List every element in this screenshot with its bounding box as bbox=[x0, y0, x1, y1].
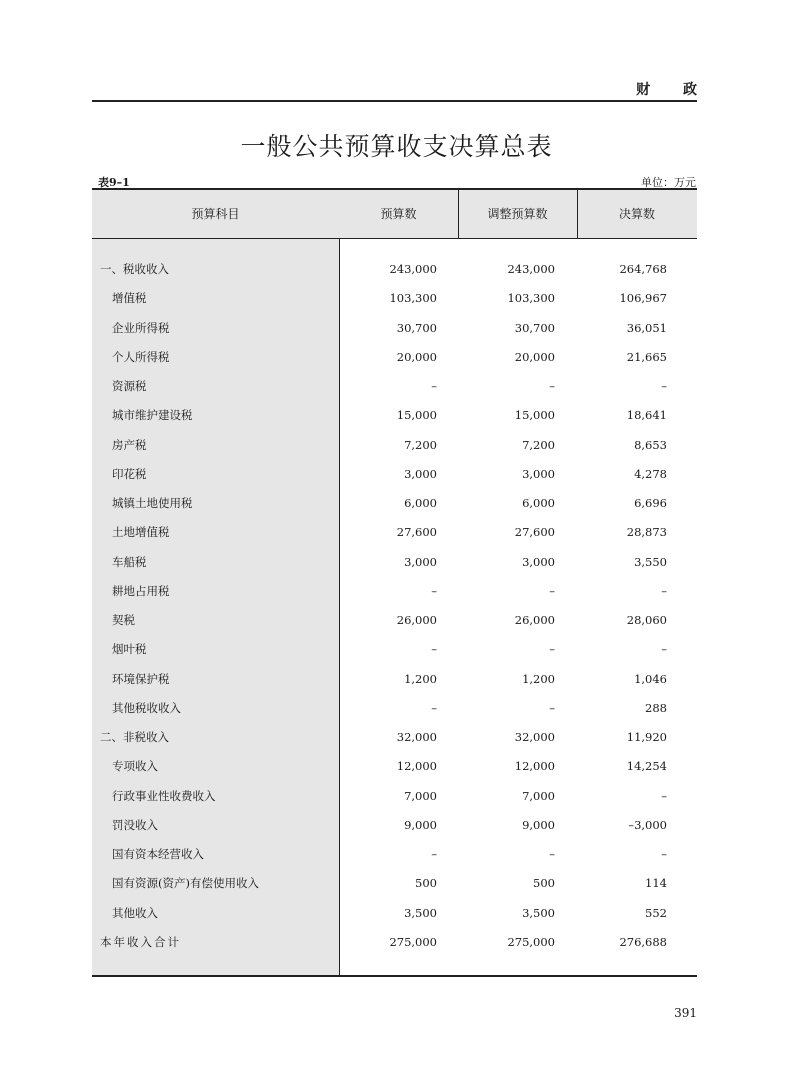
row-adjusted-value: – bbox=[549, 583, 555, 598]
row-budget-value: – bbox=[431, 642, 437, 657]
row-adjusted-value: 9,000 bbox=[522, 817, 555, 832]
row-budget-value: 3,500 bbox=[404, 905, 437, 920]
row-adjusted-value: 7,000 bbox=[522, 788, 555, 803]
header-divider bbox=[92, 238, 697, 239]
unit-label: 单位：万元 bbox=[641, 176, 696, 189]
row-subject: 耕地占用税 bbox=[112, 583, 170, 598]
table-row bbox=[92, 606, 697, 635]
row-final-value: 276,688 bbox=[619, 934, 667, 949]
table-row bbox=[92, 489, 697, 518]
table-row bbox=[92, 518, 697, 547]
row-subject: 城镇土地使用税 bbox=[112, 496, 193, 510]
row-budget-value: 12,000 bbox=[396, 759, 437, 774]
row-final-value: 6,696 bbox=[634, 496, 667, 510]
page-number: 391 bbox=[674, 1006, 697, 1020]
row-budget-value: 243,000 bbox=[389, 262, 437, 276]
table-row bbox=[92, 431, 697, 460]
table-row bbox=[92, 723, 697, 752]
row-budget-value: – bbox=[431, 700, 437, 715]
row-subject: 本年收入合计 bbox=[100, 934, 181, 949]
row-budget-value: 26,000 bbox=[396, 613, 437, 627]
table-row bbox=[92, 635, 697, 664]
row-adjusted-value: 500 bbox=[533, 876, 555, 891]
row-final-value: – bbox=[661, 847, 667, 861]
row-adjusted-value: 243,000 bbox=[507, 262, 555, 276]
row-final-value: 106,967 bbox=[619, 291, 667, 306]
row-adjusted-value: – bbox=[549, 379, 555, 393]
row-final-value: 1,046 bbox=[634, 671, 667, 686]
table-row bbox=[92, 840, 697, 869]
row-subject: 环境保护税 bbox=[112, 671, 170, 686]
row-subject: 个人所得税 bbox=[112, 349, 170, 364]
row-final-value: 36,051 bbox=[626, 320, 667, 335]
row-final-value: 552 bbox=[645, 905, 667, 920]
row-adjusted-value: 3,500 bbox=[522, 905, 555, 920]
column-header-budget: 预算数 bbox=[380, 207, 417, 221]
row-budget-value: 20,000 bbox=[396, 349, 437, 364]
row-budget-value: 15,000 bbox=[396, 408, 437, 423]
row-adjusted-value: – bbox=[549, 642, 555, 657]
row-adjusted-value: 15,000 bbox=[514, 408, 555, 423]
row-budget-value: 32,000 bbox=[396, 730, 437, 744]
row-budget-value: – bbox=[431, 379, 437, 393]
row-adjusted-value: – bbox=[549, 847, 555, 861]
row-budget-value: – bbox=[431, 847, 437, 861]
row-budget-value: 3,000 bbox=[404, 554, 437, 569]
row-subject: 国有资本经营收入 bbox=[112, 847, 204, 861]
row-subject: 印花税 bbox=[112, 466, 147, 481]
row-subject: 罚没收入 bbox=[112, 817, 158, 832]
row-budget-value: 27,600 bbox=[396, 525, 437, 540]
table-row bbox=[92, 548, 697, 577]
row-adjusted-value: 30,700 bbox=[514, 320, 555, 335]
row-adjusted-value: 26,000 bbox=[514, 613, 555, 627]
table-row bbox=[92, 401, 697, 430]
table-row bbox=[92, 694, 697, 723]
row-subject: 行政事业性收费收入 bbox=[112, 788, 216, 803]
row-final-value: 264,768 bbox=[619, 262, 667, 276]
row-adjusted-value: 3,000 bbox=[522, 466, 555, 481]
page-title: 一般公共预算收支决算总表 bbox=[240, 132, 553, 161]
row-final-value: 14,254 bbox=[626, 759, 667, 774]
row-subject: 一、税收收入 bbox=[100, 262, 169, 276]
row-subject: 车船税 bbox=[112, 554, 147, 569]
row-final-value: 288 bbox=[645, 700, 667, 715]
table-row bbox=[92, 899, 697, 928]
row-final-value: – bbox=[661, 788, 667, 803]
table-row bbox=[92, 372, 697, 401]
row-final-value: 28,060 bbox=[626, 613, 667, 627]
row-budget-value: 500 bbox=[415, 876, 437, 891]
row-budget-value: 275,000 bbox=[389, 934, 437, 949]
row-budget-value: 6,000 bbox=[404, 496, 437, 510]
table-row bbox=[92, 869, 697, 898]
row-adjusted-value: 12,000 bbox=[514, 759, 555, 774]
table-row bbox=[92, 811, 697, 840]
row-budget-value: 30,700 bbox=[396, 320, 437, 335]
row-final-value: 21,665 bbox=[626, 349, 667, 364]
row-subject: 资源税 bbox=[112, 379, 147, 393]
row-final-value: 3,550 bbox=[634, 554, 667, 569]
table-row bbox=[92, 460, 697, 489]
row-subject: 契税 bbox=[112, 613, 135, 627]
row-subject: 土地增值税 bbox=[112, 525, 170, 540]
row-adjusted-value: 20,000 bbox=[514, 349, 555, 364]
row-subject: 国有资源(资产)有偿使用收入 bbox=[112, 876, 259, 891]
row-subject: 二、非税收入 bbox=[100, 730, 169, 744]
row-budget-value: – bbox=[431, 583, 437, 598]
row-adjusted-value: 3,000 bbox=[522, 554, 555, 569]
row-budget-value: 7,000 bbox=[404, 788, 437, 803]
column-header-subject: 预算科目 bbox=[191, 207, 240, 221]
row-final-value: – bbox=[661, 642, 667, 657]
section-title: 财 政 bbox=[636, 82, 711, 98]
row-final-value: 4,278 bbox=[634, 466, 667, 481]
row-adjusted-value: 7,200 bbox=[522, 437, 555, 452]
row-budget-value: 7,200 bbox=[404, 437, 437, 452]
table-row bbox=[92, 577, 697, 606]
table-row bbox=[92, 343, 697, 372]
column-header-adjusted: 调整预算数 bbox=[487, 207, 548, 221]
row-adjusted-value: – bbox=[549, 700, 555, 715]
table-row bbox=[92, 782, 697, 811]
row-adjusted-value: 32,000 bbox=[514, 730, 555, 744]
table-row bbox=[92, 314, 697, 343]
row-subject: 企业所得税 bbox=[112, 320, 170, 335]
row-adjusted-value: 27,600 bbox=[514, 525, 555, 540]
row-adjusted-value: 103,300 bbox=[507, 291, 555, 306]
table-row bbox=[92, 928, 697, 957]
row-budget-value: 3,000 bbox=[404, 466, 437, 481]
table-row bbox=[92, 665, 697, 694]
table-row bbox=[92, 752, 697, 781]
row-subject: 烟叶税 bbox=[112, 642, 147, 657]
row-subject: 增值税 bbox=[112, 291, 147, 306]
table-row bbox=[92, 255, 697, 284]
row-subject: 城市维护建设税 bbox=[112, 408, 193, 423]
row-adjusted-value: 275,000 bbox=[507, 934, 555, 949]
section-header bbox=[92, 82, 711, 102]
row-final-value: – bbox=[661, 379, 667, 393]
row-final-value: – bbox=[661, 583, 667, 598]
row-budget-value: 1,200 bbox=[404, 671, 437, 686]
row-subject: 其他收入 bbox=[112, 905, 158, 920]
row-subject: 房产税 bbox=[112, 437, 147, 452]
row-adjusted-value: 1,200 bbox=[522, 671, 555, 686]
row-final-value: 11,920 bbox=[626, 730, 667, 744]
row-subject: 专项收入 bbox=[112, 759, 158, 774]
row-budget-value: 9,000 bbox=[404, 817, 437, 832]
column-header-final: 决算数 bbox=[618, 207, 655, 221]
budget-table bbox=[92, 188, 697, 977]
row-final-value: 114 bbox=[645, 876, 667, 891]
row-final-value: –3,000 bbox=[628, 817, 667, 832]
row-adjusted-value: 6,000 bbox=[522, 496, 555, 510]
row-final-value: 8,653 bbox=[634, 437, 667, 452]
row-final-value: 28,873 bbox=[626, 525, 667, 540]
row-subject: 其他税收收入 bbox=[112, 700, 181, 715]
table-number: 表9–1 bbox=[98, 176, 130, 189]
row-final-value: 18,641 bbox=[626, 408, 667, 423]
row-budget-value: 103,300 bbox=[389, 291, 437, 306]
table-row bbox=[92, 284, 697, 313]
